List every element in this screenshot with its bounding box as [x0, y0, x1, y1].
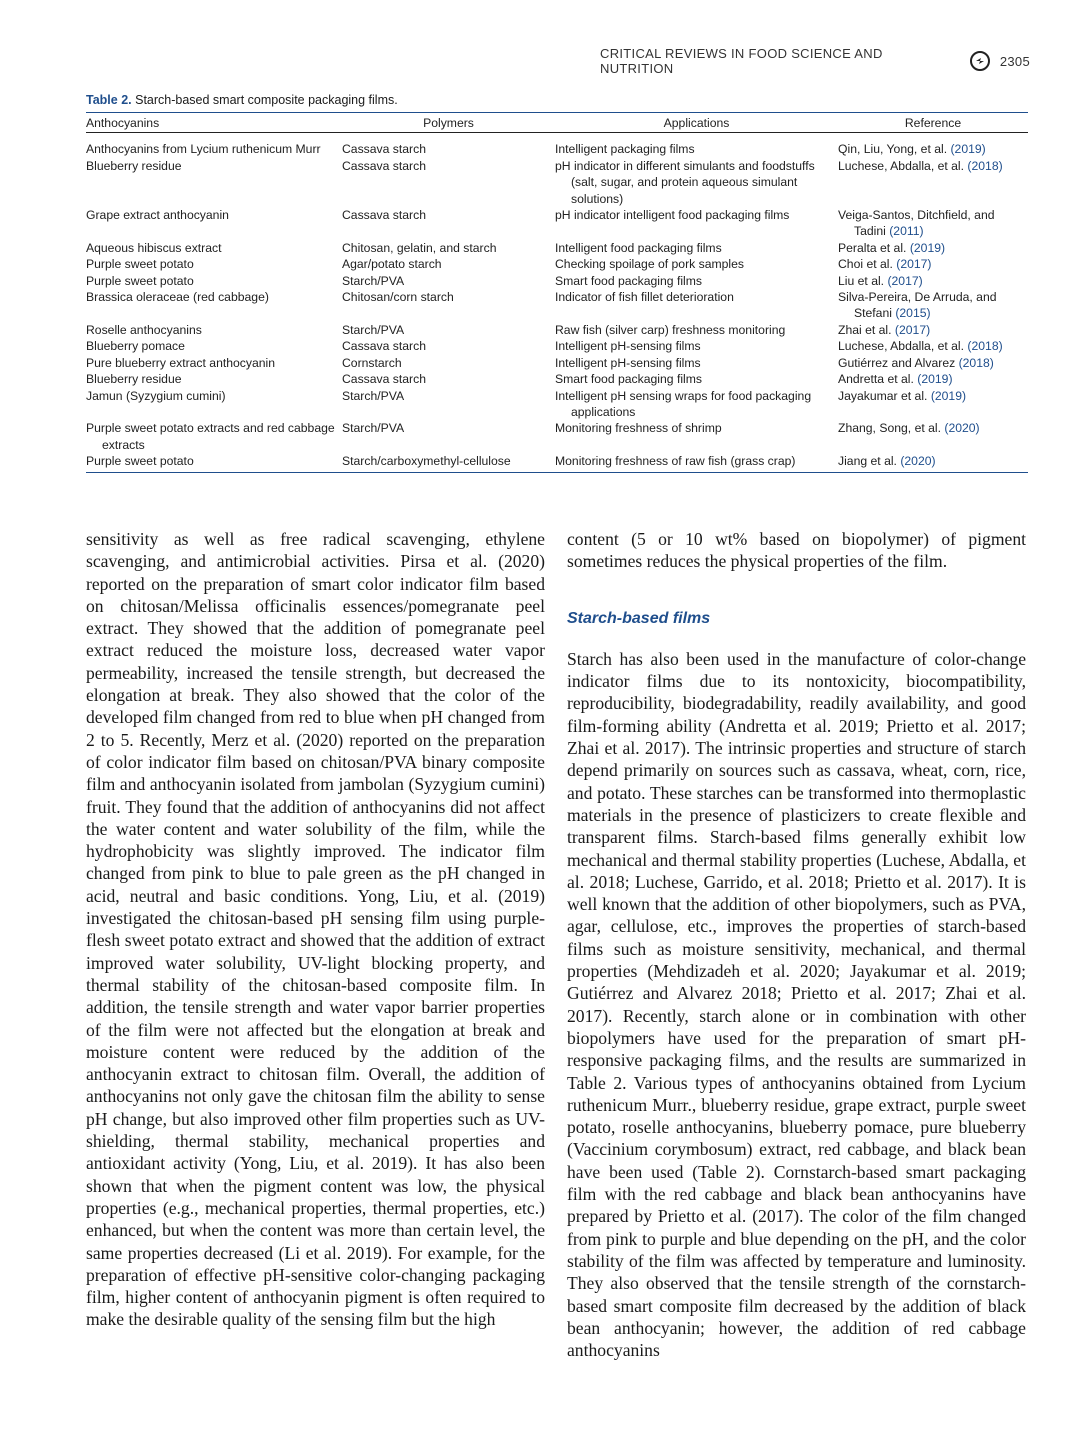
reference-year-link[interactable]: (2019): [930, 388, 967, 403]
polymer-cell: Agar/potato starch: [342, 257, 442, 272]
application-cell: Intelligent pH-sensing films: [555, 355, 701, 370]
anthocyanin-cell: Blueberry residue: [86, 372, 182, 387]
polymer-cell: Cassava starch: [342, 142, 426, 157]
reference-authors: Peralta et al.: [838, 240, 907, 255]
reference-year-link[interactable]: (2017): [896, 257, 932, 272]
publisher-logo-icon: [970, 51, 990, 71]
page-number: 2305: [999, 53, 1030, 69]
application-cell: Smart food packaging films: [555, 372, 702, 387]
application-cell: Checking spoilage of pork samples: [555, 257, 745, 272]
section-heading: Starch-based films: [567, 609, 711, 627]
polymer-cell: Chitosan/corn starch: [342, 290, 454, 305]
table-row: [86, 133, 1028, 158]
reference-cell: [838, 453, 1028, 469]
application-cell: Intelligent pH sensing wraps for food packaging applications: [555, 388, 812, 419]
reference-year-link[interactable]: (2018): [967, 158, 1003, 173]
column-header: Polymers: [423, 116, 474, 130]
application-cell: Smart food packaging films: [555, 273, 702, 288]
reference-cell: [838, 289, 1028, 322]
anthocyanin-cell: Purple sweet potato: [86, 454, 194, 469]
polymer-cell: Cassava starch: [342, 372, 426, 387]
anthocyanin-cell: Purple sweet potato: [86, 273, 194, 288]
table-row: [86, 207, 1028, 240]
reference-year-link[interactable]: (2020): [900, 454, 936, 469]
table-body: [86, 133, 1028, 472]
anthocyanin-cell: Jamun (Syzygium cumini): [86, 388, 226, 403]
polymer-cell: Starch/PVA: [342, 322, 405, 337]
application-cell: pH indicator in different simulants and foodstuffs (salt, sugar, and protein aqueous simulant solutions): [555, 158, 815, 206]
reference-authors: Zhang, Song, et al.: [838, 421, 941, 436]
reference-authors: Choi et al.: [838, 257, 893, 272]
reference-cell: [838, 420, 1028, 436]
application-cell: Intelligent pH-sensing films: [555, 339, 701, 354]
column-header: Applications: [663, 116, 730, 130]
polymer-cell: Cassava starch: [342, 208, 426, 223]
reference-year-link[interactable]: (2017): [894, 322, 931, 337]
anthocyanin-cell: Pure blueberry extract anthocyanin: [86, 355, 276, 370]
table-caption: [86, 93, 398, 107]
column-header: Anthocyanins: [86, 116, 160, 130]
table-row: [86, 256, 1028, 272]
reference-authors: Qin, Liu, Yong, et al.: [838, 142, 948, 157]
anthocyanin-cell: Grape extract anthocyanin: [86, 208, 229, 223]
starch-films-table: [86, 112, 1028, 473]
reference-cell: [838, 207, 1028, 240]
polymer-cell: Starch/PVA: [342, 388, 405, 403]
table-row: [86, 453, 1028, 472]
reference-cell: [838, 371, 1028, 387]
reference-authors: Luchese, Abdalla, et al.: [838, 158, 965, 173]
body-paragraph: content (5 or 10 wt% based on biopolymer) of pigment sometimes reduces the physical properties of the film.: [567, 529, 1026, 572]
reference-year-link[interactable]: (2015): [895, 306, 931, 321]
polymer-cell: Cornstarch: [342, 355, 402, 370]
reference-authors: Veiga-Santos, Ditchfield, and Tadini: [838, 208, 995, 239]
table-row: [86, 158, 1028, 207]
application-cell: Intelligent packaging films: [555, 142, 695, 157]
table-header-row: [86, 113, 1028, 133]
application-cell: Monitoring freshness of shrimp: [555, 421, 722, 436]
table-row: [86, 273, 1028, 289]
application-cell: Indicator of fish fillet deterioration: [555, 290, 734, 305]
anthocyanin-cell: Blueberry pomace: [86, 339, 185, 354]
table-row: [86, 322, 1028, 338]
body-paragraph: sensitivity as well as free radical scavenging, ethylene scavenging, and antimicrobial activities. Pirsa et al. (2020) reported on the preparation of smart color indicator film based on chitosan/Melissa officinalis essences/pomegranate peel extract. They showed that the addition of pomegranate peel extract reduced the moisture loss, decreased water vapor permeability, increased the tensile strength, but decreased the elongation at break. They also showed that the color of the developed film changed from red to blue when pH changed from 2 to 5. Recently, Merz et al. (2020) reported on the preparation of color indicator film based on chitosan/PVA binary composite film and anthocyanin isolated from jambolan (Syzygium cumini) fruit. They found that the addition of anthocyanins did not affect the water content and water solubility of the film, while the hydrophobicity was slightly improved. The indicator film changed from pink to blue to pale green as the pH changed in acid, neutral and basic conditions. Yong, Liu, et al. (2019) investigated the chitosan-based pH sensing film using purple-flesh sweet potato extract and showed that the addition of extract improved water solubility, UV-light blocking property, and thermal stability of the chitosan-based composite film. In addition, the tensile strength and water vapor barrier properties of the film were not affected but the elongation at break and moisture content were reduced by the addition of the anthocyanin extract to chitosan film. Overall, the addition of anthocyanins not only gave the chitosan film the ability to sense pH change, but also improved other film properties such as UV-shielding, thermal stability, mechanical properties and antioxidant activity (Yong, Liu, et al. 2019). It has also been shown that when the pigment content was low, the physical properties (e.g., mechanical properties, thermal properties, etc.) enhanced, but when the content was more than certain level, the same properties decreased (Li et al. 2019). For example, for the preparation of effective pH-sensitive color-changing packaging film, higher content of anthocyanin pigment is often required to make the desirable quality of the sensing film but the high: [86, 529, 545, 1330]
reference-year-link[interactable]: (2011): [889, 224, 924, 239]
reference-cell: [838, 322, 1028, 338]
reference-authors: Andretta et al.: [838, 372, 914, 387]
reference-year-link[interactable]: (2018): [967, 339, 1003, 354]
application-cell: Raw fish (silver carp) freshness monitoring: [555, 322, 786, 337]
table-row: [86, 371, 1028, 387]
reference-authors: Jiang et al.: [838, 454, 897, 469]
table-row: [86, 289, 1028, 322]
journal-title: CRITICAL REVIEWS IN FOOD SCIENCE AND NUTRITION: [600, 46, 883, 76]
reference-authors: Gutiérrez and Alvarez: [838, 355, 956, 370]
table-row: [86, 420, 1028, 453]
running-header: [600, 46, 1030, 76]
anthocyanin-cell: Aqueous hibiscus extract: [86, 240, 222, 255]
reference-year-link[interactable]: (2017): [887, 273, 923, 288]
right-column: [567, 528, 1026, 1361]
polymer-cell: Starch/PVA: [342, 421, 405, 436]
table-row: [86, 240, 1028, 256]
polymer-cell: Starch/PVA: [342, 273, 405, 288]
table-row: [86, 388, 1028, 421]
anthocyanin-cell: Purple sweet potato: [86, 257, 194, 272]
polymer-cell: Cassava starch: [342, 158, 426, 173]
table-row: [86, 338, 1028, 354]
anthocyanin-cell: Brassica oleraceae (red cabbage): [86, 290, 269, 305]
reference-cell: [838, 355, 1028, 371]
reference-year-link[interactable]: (2019): [950, 142, 986, 157]
application-cell: Monitoring freshness of raw fish (grass crap): [555, 454, 796, 469]
polymer-cell: Starch/carboxymethyl-cellulose: [342, 454, 511, 469]
reference-authors: Jayakumar et al.: [838, 388, 928, 403]
reference-cell: [838, 273, 1028, 289]
reference-authors: Zhai et al.: [838, 322, 892, 337]
reference-cell: [838, 141, 1028, 157]
reference-authors: Luchese, Abdalla, et al.: [838, 339, 965, 354]
table-title: Starch-based smart composite packaging films.: [135, 93, 398, 107]
polymer-cell: Cassava starch: [342, 339, 426, 354]
anthocyanin-cell: Anthocyanins from Lycium ruthenicum Murr: [86, 142, 321, 157]
anthocyanin-cell: Purple sweet potato extracts and red cabbage extracts: [86, 421, 335, 452]
reference-cell: [838, 240, 1028, 256]
body-paragraph: Starch has also been used in the manufacture of color-change indicator films due to its nontoxicity, biocompatibility, reproducibility, biodegradability, readily availability, and good film-forming ability (Andretta et al. 2019; Prietto et al. 2017; Zhai et al. 2017). The intrinsic properties and structure of starch depend primarily on sources such as cassava, wheat, corn, rice, and potato. These starches can be transformed into thermoplastic materials in the presence of plasticizers to create flexible and transparent films. Starch-based films generally exhibit low mechanical and thermal stability properties (Luchese, Abdalla, et al. 2018; Luchese, Garrido, et al. 2018; Prietto et al. 2017). It is well known that the addition of other biopolymers, such as PVA, agar, cellulose, etc., improves the properties of starch-based films such as moisture sensitivity, mechanical, and thermal properties (Mehdizadeh et al. 2020; Jayakumar et al. 2019; Gutiérrez and Alvarez 2018; Prietto et al. 2017; Zhai et al. 2017). Recently, starch alone or in combination with other biopolymers have used for the preparation of smart pH-responsive packaging films, and the results are summarized in Table 2. Various types of anthocyanins obtained from Lycium ruthenicum Murr., blueberry residue, grape extract, purple sweet potato, roselle anthocyanins, blueberry pomace, pure blueberry (Vaccinium corymbosum) extract, red cabbage, and black bean have been used (Table 2). Cornstarch-based smart packaging film with the red cabbage and black bean anthocyanins have prepared by Prietto et al. (2017). The color of the film changed from pink to purple and blue depending on the pH, and the color stability of the film was affected by temperature and luminosity. They also observed that the tensile strength of the cornstarch-based smart composite film decreased by the addition of black bean anthocyanin; however, the addition of red cabbage anthocyanins: [567, 648, 1026, 1361]
polymer-cell: Chitosan, gelatin, and starch: [342, 240, 497, 255]
reference-cell: [838, 158, 1028, 174]
application-cell: Intelligent food packaging films: [555, 240, 722, 255]
reference-year-link[interactable]: (2019): [917, 372, 953, 387]
table-row: [86, 355, 1028, 371]
reference-authors: Silva-Pereira, De Arruda, and Stefani: [838, 290, 997, 321]
reference-cell: [838, 338, 1028, 354]
reference-year-link[interactable]: (2018): [958, 355, 994, 370]
anthocyanin-cell: Blueberry residue: [86, 158, 182, 173]
reference-authors: Liu et al.: [838, 273, 885, 288]
reference-cell: [838, 256, 1028, 272]
anthocyanin-cell: Roselle anthocyanins: [86, 322, 202, 337]
column-header: Reference: [904, 116, 962, 130]
application-cell: pH indicator intelligent food packaging films: [555, 208, 790, 223]
table-label: Table 2.: [86, 93, 132, 107]
reference-cell: [838, 388, 1028, 404]
reference-year-link[interactable]: (2019): [909, 240, 946, 255]
reference-year-link[interactable]: (2020): [944, 421, 980, 436]
left-column: [86, 528, 545, 1331]
